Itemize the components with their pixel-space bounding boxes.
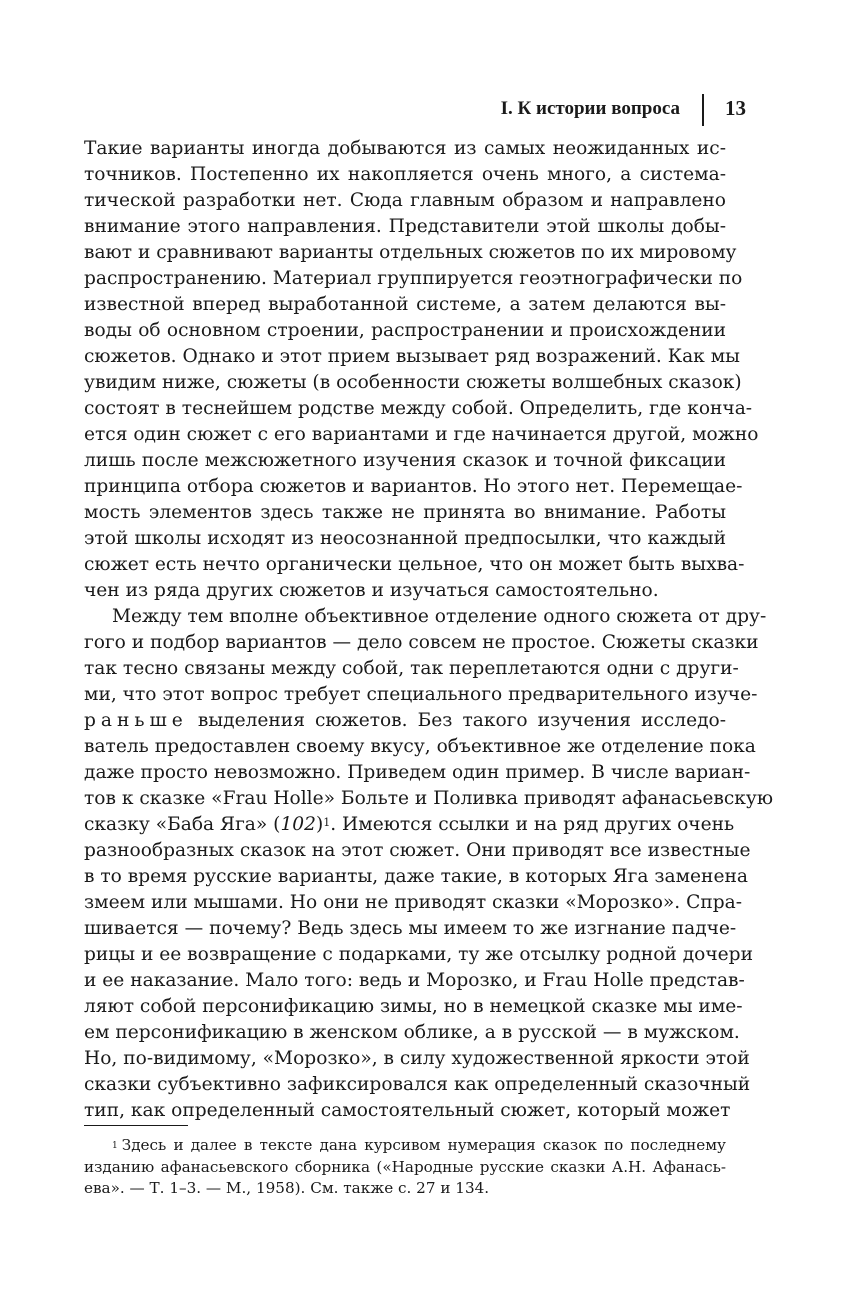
text-line: ватель предоставлен своему вкусу, объективное же отделение пока: [84, 736, 756, 757]
text-line: увидим ниже, сюжеты (в особенности сюжеты волшебных сказок): [84, 372, 742, 393]
text-line: лишь после межсюжетного изучения сказок и точной фиксации: [84, 450, 726, 471]
text-line: змеем или мышами. Но они не приводят сказки «Морозко». Спра-: [84, 892, 742, 913]
text-line: распространению. Материал группируется геоэтнографически по: [84, 268, 743, 289]
text-line: вают и сравнивают варианты отдельных сюжетов по их мировому: [84, 242, 737, 263]
text-line: воды об основном строении, распространении и происхождении: [84, 320, 726, 341]
page-number: 13: [725, 96, 746, 120]
text-segment: ): [315, 814, 324, 835]
text-line: тов к сказке «Frau Holle» Больте и Поливка приводят афанасьевскую: [84, 788, 774, 809]
footnote-separator: [84, 1125, 188, 1126]
text-line: ем персонификацию в женском облике, а в русской — в мужском.: [84, 1022, 740, 1043]
text-line: Такие варианты иногда добываются из самых неожиданных ис-: [84, 138, 726, 159]
text-line: так тесно связаны между собой, так переплетаются одни с други-: [84, 658, 739, 679]
section-title: I. К истории вопроса: [500, 98, 680, 119]
body-text: [84, 136, 774, 1124]
text-line: шивается — почему? Ведь здесь мы имеем то же изгнание падче-: [84, 918, 737, 939]
text-line: этой школы исходят из неосознанной предпосылки, что каждый: [84, 528, 726, 549]
text-line: рицы и ее возвращение с подарками, ту же отсылку родной дочери: [84, 944, 753, 965]
text-line: состоят в теснейшем родстве между собой. Определить, где конча-: [84, 398, 753, 419]
text-line: ется один сюжет с его вариантами и где начинается другой, можно: [84, 424, 759, 445]
tale-number: 102: [280, 814, 316, 835]
text-line: даже просто невозможно. Приведем один пример. В числе вариан-: [84, 762, 751, 783]
text-line: чен из ряда других сюжетов и изучаться самостоятельно.: [84, 580, 659, 601]
text-line: принципа отбора сюжетов и вариантов. Но этого нет. Перемещае-: [84, 476, 743, 497]
text-line: сюжетов. Однако и этот прием вызывает ряд возражений. Как мы: [84, 346, 740, 367]
text-line: разнообразных сказок на этот сюжет. Они приводят все известные: [84, 840, 751, 861]
footnote-mark: 1: [112, 1141, 118, 1151]
text-line: известной вперед выработанной системе, а затем делаются вы-: [84, 294, 726, 315]
footnote-text: Здесь и далее в тексте дана курсивом нумерация сказок по последнему: [121, 1136, 726, 1154]
footnote-line: изданию афанасьевского сборника («Народные русские сказки А.Н. Афанась-: [84, 1157, 726, 1176]
text-line: тип, как определенный самостоятельный сюжет, который может: [84, 1100, 731, 1121]
text-segment: выделения сюжетов. Без такого изучения исследо-: [197, 710, 726, 731]
footnote-reference[interactable]: 1: [323, 816, 331, 829]
text-line: сюжет есть нечто органически цельное, что он может быть выхва-: [84, 554, 745, 575]
text-line: гого и подбор вариантов — дело совсем не простое. Сюжеты сказки: [84, 632, 759, 653]
text-line: мость элементов здесь также не принята во внимание. Работы: [84, 502, 726, 523]
text-line: внимание этого направления. Представители этой школы добы-: [84, 216, 726, 237]
text-line: ляют собой персонификацию зимы, но в немецкой сказке мы име-: [84, 996, 743, 1017]
header-divider: [702, 94, 704, 126]
text-line: тической разработки нет. Сюда главным образом и направлено: [84, 190, 726, 211]
running-head: [0, 96, 844, 128]
text-segment: . Имеются ссылки и на ряд других очень: [330, 814, 735, 835]
text-line: [84, 812, 735, 838]
text-segment: сказку «Баба Яга» (: [84, 814, 281, 835]
text-line: точников. Постепенно их накопляется очень много, а система-: [84, 164, 726, 185]
text-line: и ее наказание. Мало того: ведь и Морозко, и Frau Holle представ-: [84, 970, 745, 991]
text-line: ми, что этот вопрос требует специального предварительного изуче-: [84, 684, 758, 705]
footnotes: [84, 1135, 726, 1200]
text-line: Но, по-видимому, «Морозко», в силу художественной яркости этой: [84, 1048, 750, 1069]
text-line: сказки субъективно зафиксировался как определенный сказочный: [84, 1074, 751, 1095]
text-line: [84, 708, 726, 734]
footnote-line: [84, 1135, 726, 1157]
text-line: Между тем вполне объективное отделение одного сюжета от дру-: [112, 606, 767, 627]
emphasized-word: раньше: [84, 710, 188, 731]
text-line: в то время русские варианты, даже такие, в которых Яга заменена: [84, 866, 748, 887]
footnote-line: ева». — Т. 1–3. — М., 1958). См. также с. 27 и 134.: [84, 1179, 490, 1197]
